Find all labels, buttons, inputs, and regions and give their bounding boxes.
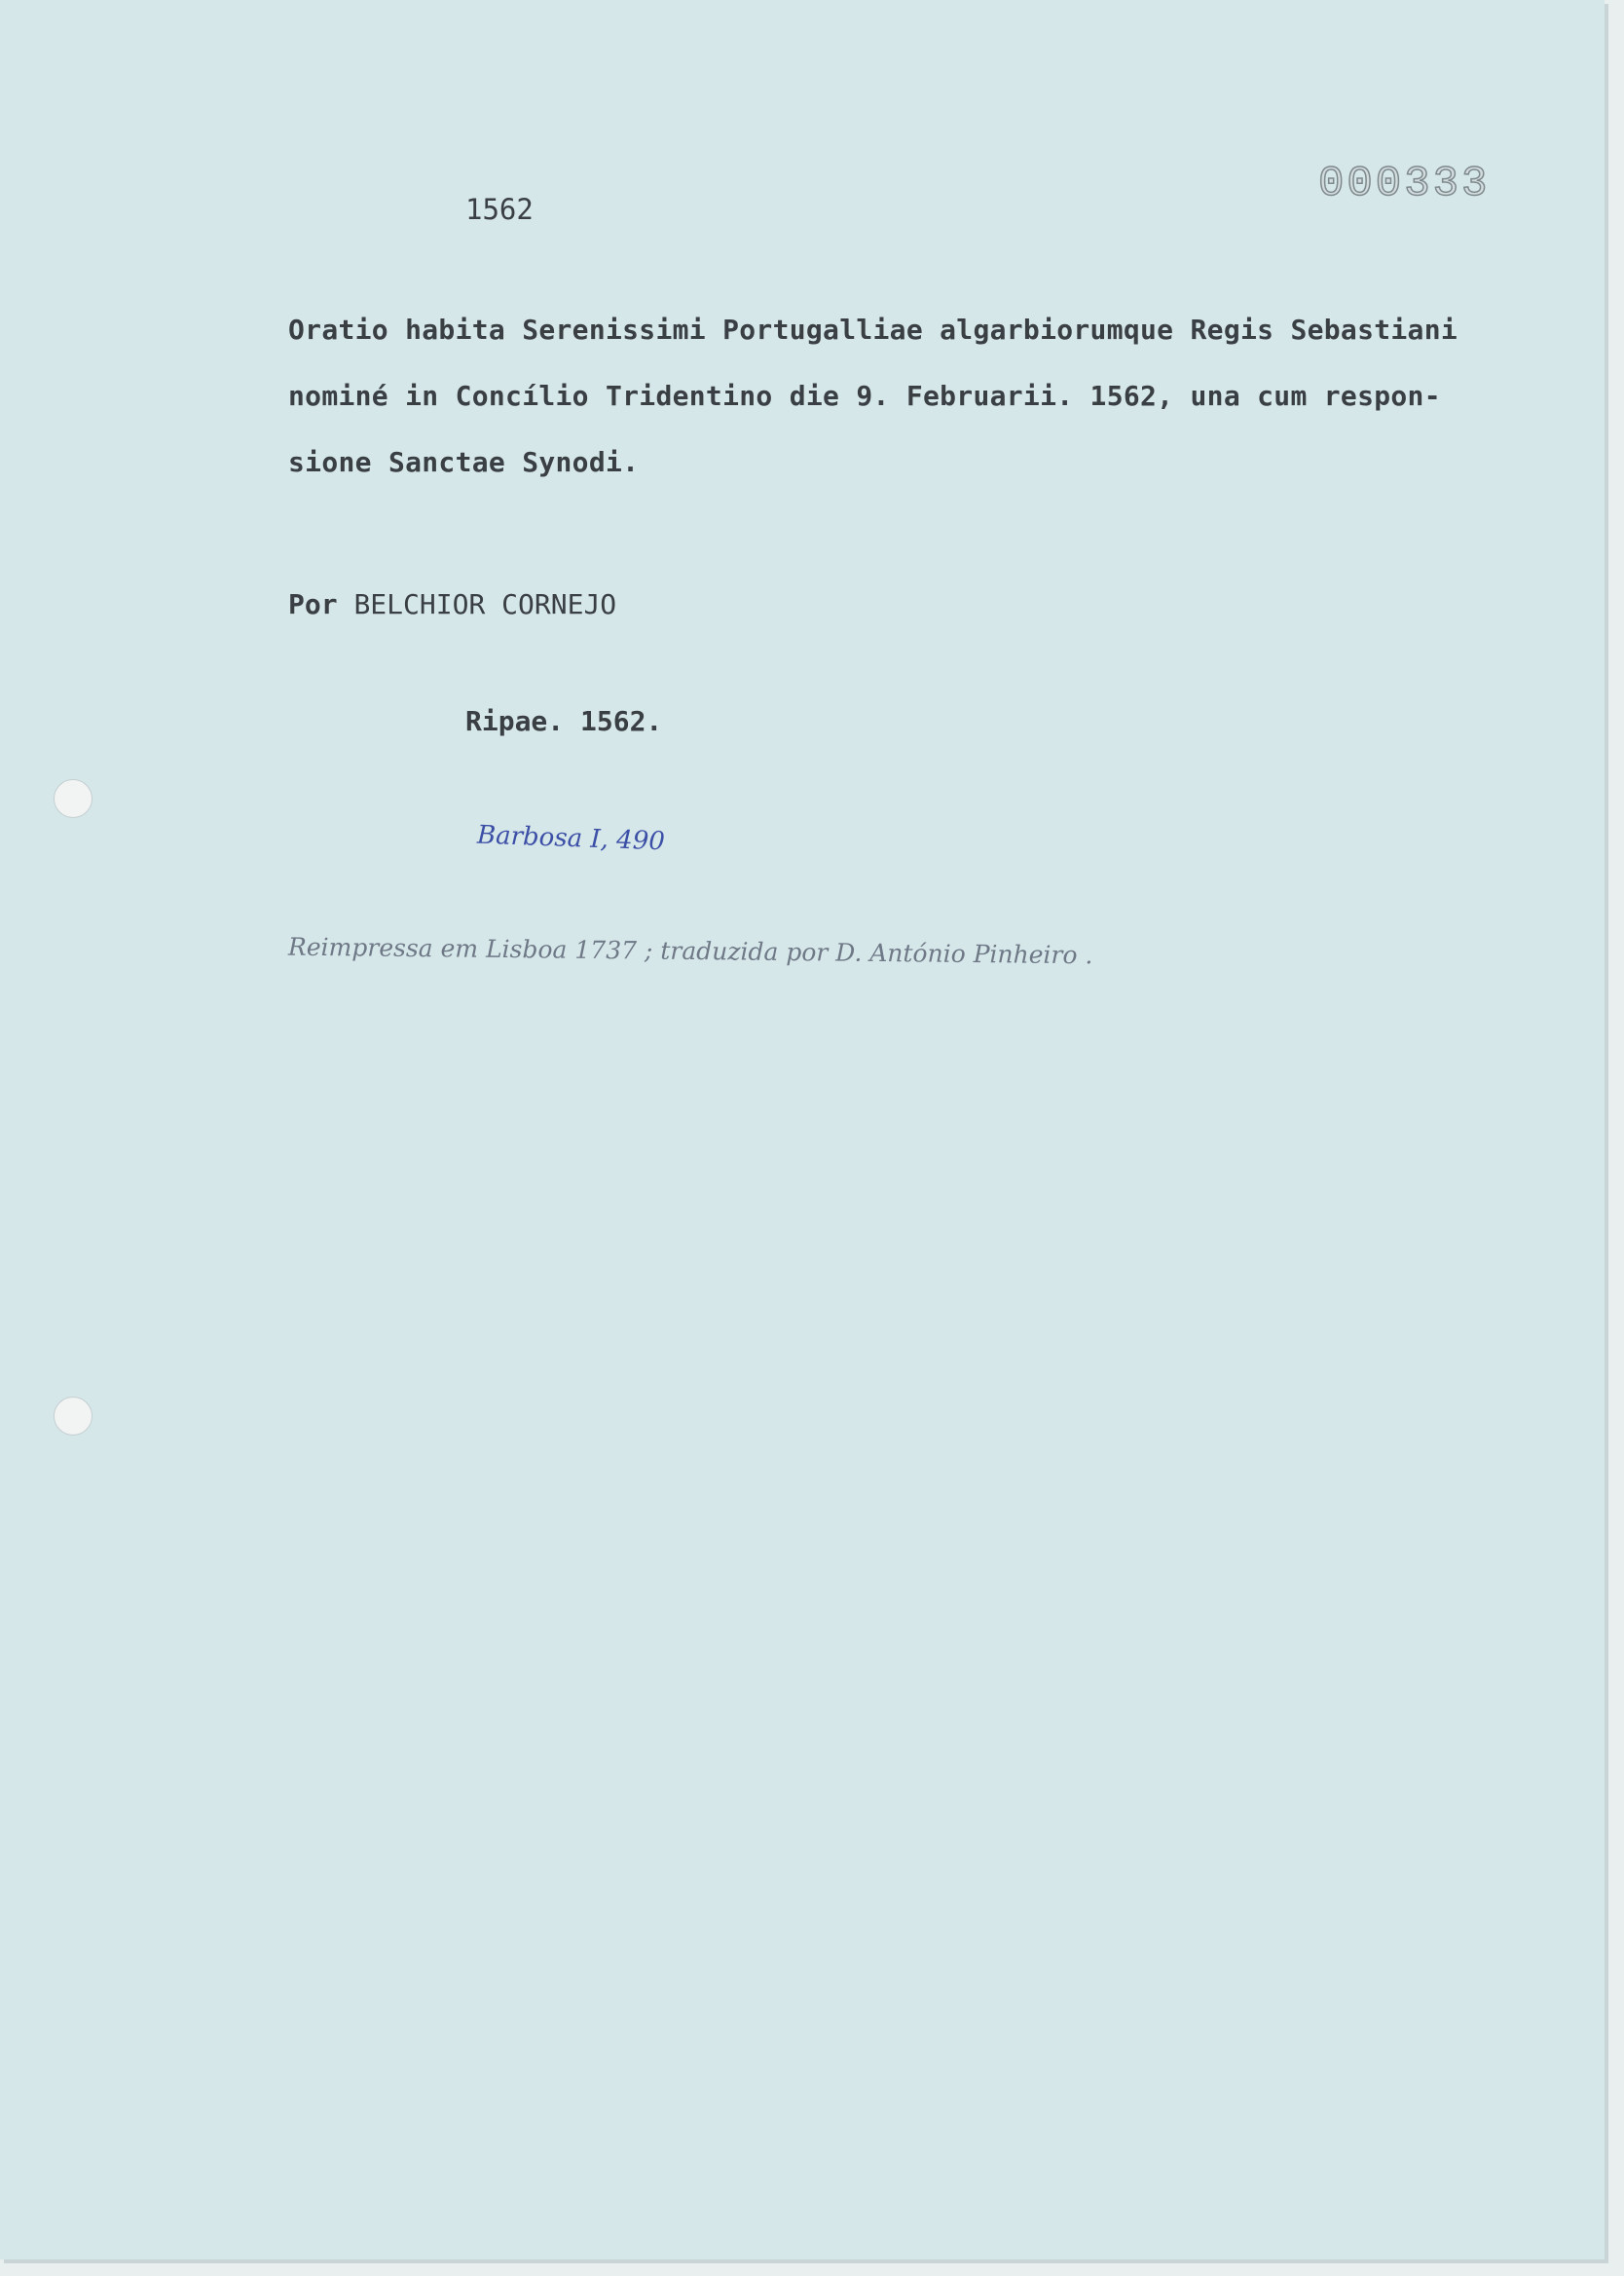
title-line-3: sione Sanctae Synodi. bbox=[288, 446, 640, 478]
punch-hole-bottom bbox=[54, 1397, 92, 1436]
document-year: 1562 bbox=[465, 193, 534, 226]
author-line bbox=[288, 588, 616, 620]
handwritten-reference: Barbosa I, 490 bbox=[476, 820, 666, 857]
author-name: BELCHIOR CORNEJO bbox=[353, 588, 617, 620]
handwritten-note: Reimpressa em Lisboa 1737 ; traduzida por D. António Pinheiro . bbox=[287, 932, 1093, 970]
author-prefix: Por bbox=[288, 588, 338, 620]
stamp-number: 000333 bbox=[1318, 160, 1491, 208]
title-line-1: Oratio habita Serenissimi Portugalliae algarbiorumque Regis Sebastiani bbox=[288, 314, 1458, 346]
punch-hole-top bbox=[54, 779, 92, 818]
imprint: Ripae. 1562. bbox=[465, 705, 663, 737]
title-line-2: nominé in Concílio Tridentino die 9. Februarii. 1562, una cum respon- bbox=[288, 380, 1441, 412]
